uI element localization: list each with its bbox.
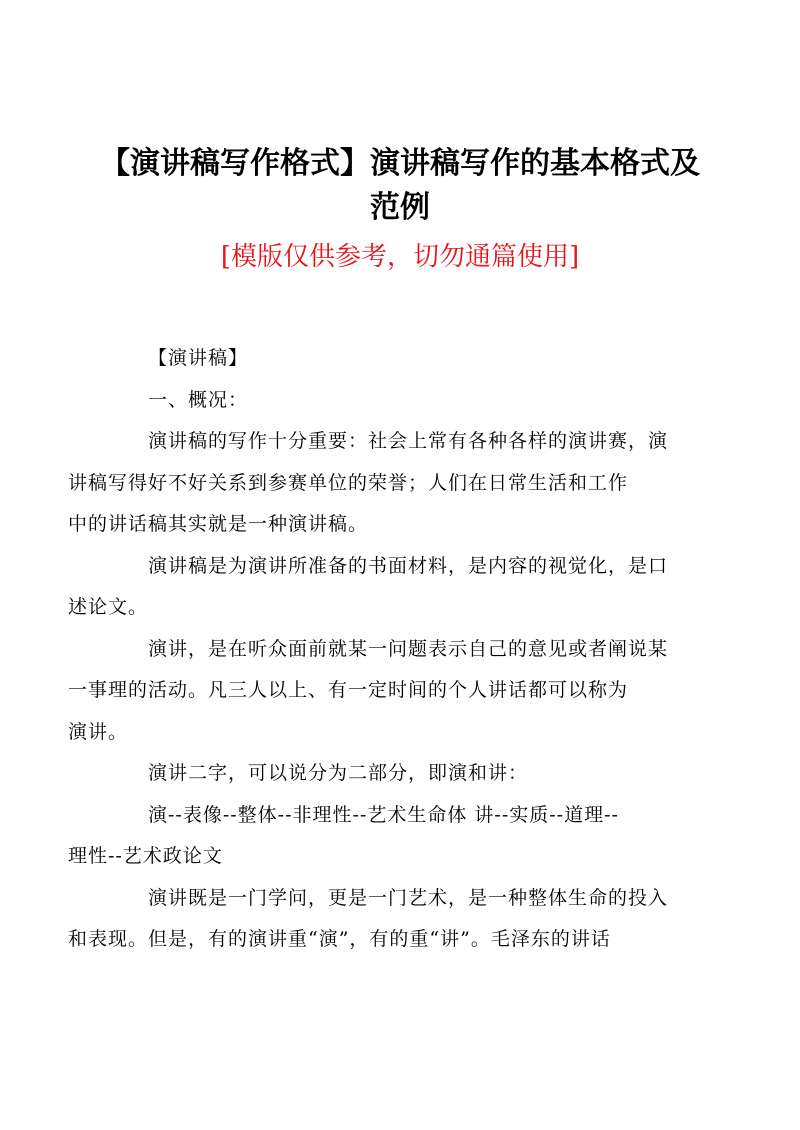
text-line: 和表现。但是，有的演讲重“演”，有的重“讲”。毛泽东的讲话 [68, 928, 611, 950]
paragraph [68, 546, 700, 629]
text-line: 演--表像--整体--非理性--艺术生命体 讲--实质--道理-- [148, 803, 619, 826]
paragraph [108, 380, 700, 422]
paragraph [68, 795, 700, 878]
paragraph [68, 421, 700, 546]
text-line: 【演讲稿】 [148, 347, 249, 369]
text-line: 述论文。 [68, 596, 149, 618]
text-line: 演讲稿是为演讲所准备的书面材料，是内容的视觉化，是口 [148, 554, 669, 577]
document-title [90, 142, 710, 230]
paragraph [68, 629, 700, 754]
template-notice: [模版仅供参考，切勿通篇使用] [220, 242, 580, 272]
text-line: 演讲，是在听众面前就某一问题表示自己的意见或者阐说某 [148, 637, 669, 660]
paragraph [108, 753, 700, 795]
text-line: 一、概况： [148, 388, 249, 411]
title-line: 【演讲稿写作格式】演讲稿写作的基本格式及 [100, 146, 700, 181]
document-body [68, 338, 700, 961]
paragraph [108, 338, 700, 380]
paragraph [68, 878, 700, 961]
title-line: 范例 [370, 190, 430, 225]
text-line: 讲稿写得好不好关系到参赛单位的荣誉；人们在日常生活和工作 [68, 471, 629, 494]
text-line: 理性--艺术政论文 [68, 845, 223, 867]
text-line: 一事理的活动。凡三人以上、有一定时间的个人讲话都可以称为 [68, 679, 629, 701]
text-line: 演讲。 [68, 720, 129, 743]
text-line: 中的讲话稿其实就是一种演讲稿。 [68, 513, 369, 535]
text-line: 演讲既是一门学问，更是一门艺术，是一种整体生命的投入 [148, 886, 669, 909]
text-line: 演讲稿的写作十分重要：社会上常有各种各样的演讲赛，演 [148, 430, 669, 452]
text-line: 演讲二字，可以说分为二部分，即演和讲： [148, 762, 529, 784]
